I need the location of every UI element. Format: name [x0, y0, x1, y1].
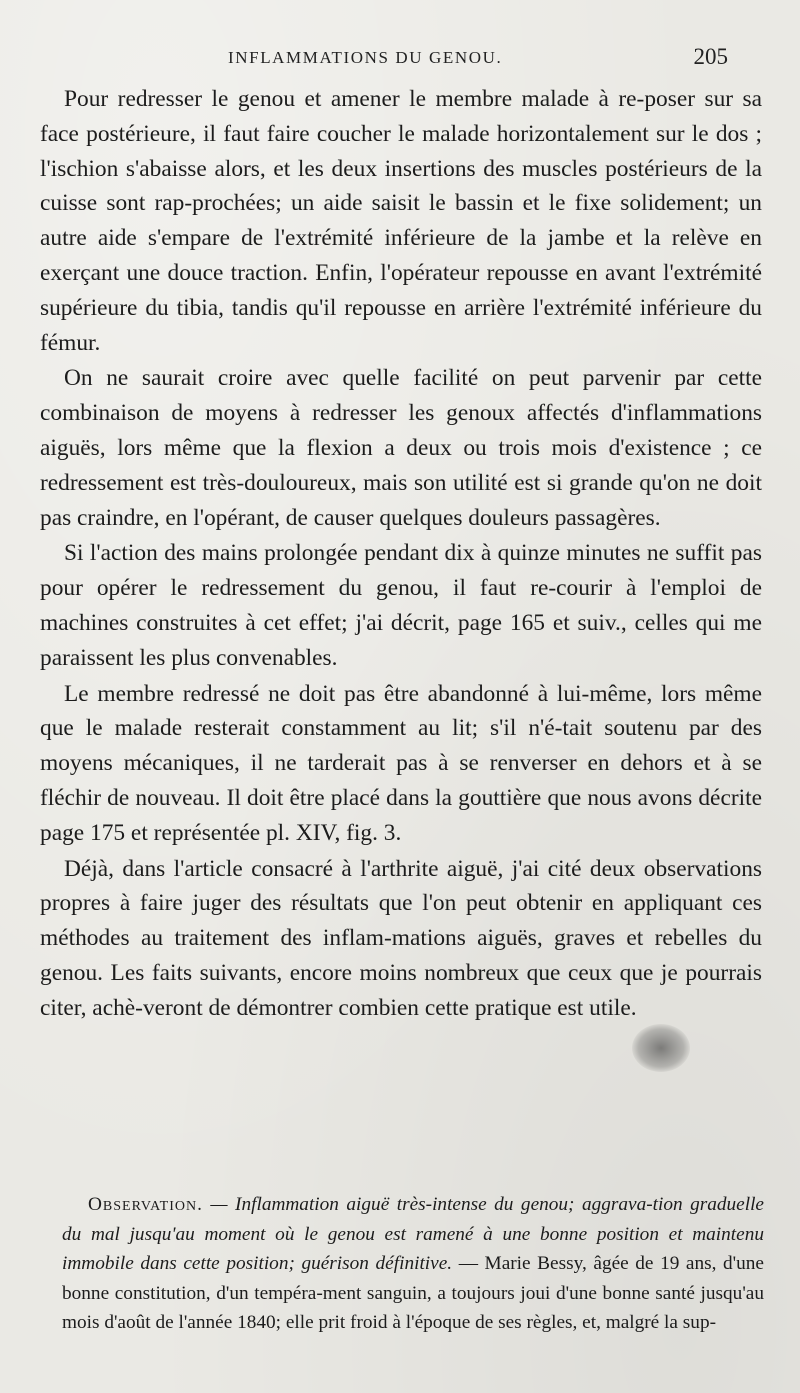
- paragraph: Déjà, dans l'article consacré à l'arthrite aiguë, j'ai cité deux observations propres à faire juger des résultats que l'on peut obtenir en appliquant ces méthodes au traitement des inflam-mations aiguës, graves et rebelles du genou. Les faits suivants, encore moins nombreux que ceux que je pourrais citer, achè-veront de démontrer combien cette pratique est utile.: [40, 855, 762, 1021]
- page-number: 205: [693, 44, 728, 69]
- body-text: [40, 82, 762, 1026]
- observation-label: Observation.: [88, 1194, 203, 1215]
- observation-block: [62, 1190, 764, 1338]
- paragraph: On ne saurait croire avec quelle facilité on peut parvenir par cette combinaison de moyens à redresser les genoux affectés d'inflammations aiguës, lors même que la flexion a deux ou trois mois d'existence ; ce redressement est très-douloureux, mais son utilité est si grande qu'on ne doit pas craindre, en l'opérant, de causer quelques douleurs passagères.: [40, 365, 762, 531]
- paragraph: Le membre redressé ne doit pas être abandonné à lui-même, lors même que le malade resterait constamment au lit; s'il n'é-tait soutenu par des moyens mécaniques, il ne tarderait pas à se renverser en dehors et à se fléchir de nouveau. Il doit être placé dans la gouttière que nous avons décrite page 175 et représentée pl. XIV, fig. 3.: [40, 680, 762, 846]
- page-header: [0, 44, 800, 74]
- observation-text: — Marie Bessy, âgée de 19 ans, d'une bonne constitution, d'un tempéra-ment sanguin, a toujours joui d'une bonne santé jusqu'au mois d'août de l'année 1840; elle prit froid à l'époque de ses règles, et, malgré la sup-: [62, 1253, 764, 1334]
- observation-paragraph: [62, 1190, 764, 1338]
- ink-stain: [632, 1024, 690, 1072]
- running-head: INFLAMMATIONS DU GENOU.: [228, 48, 503, 67]
- observation-title: — Inflammation aiguë très-intense du genou; aggrava-tion graduelle du mal jusqu'au moment où le genou est ramené à une bonne position et maintenu immobile dans cette position; guérison définitive.: [62, 1194, 764, 1275]
- paragraph: Pour redresser le genou et amener le membre malade à re-poser sur sa face postérieure, il faut faire coucher le malade horizontalement sur le dos ; l'ischion s'abaisse alors, et les deux insertions des muscles postérieurs de la cuisse sont rap-prochées; un aide saisit le bassin et le fixe solidement; un autre aide s'empare de l'extrémité inférieure de la jambe et la relève en exerçant une douce traction. Enfin, l'opérateur repousse en avant l'extrémité supérieure du tibia, tandis qu'il repousse en arrière l'extrémité inférieure du fémur.: [40, 86, 762, 356]
- paragraph: Si l'action des mains prolongée pendant dix à quinze minutes ne suffit pas pour opérer le redressement du genou, il faut re-courir à l'emploi de machines construites à cet effet; j'ai décrit, page 165 et suiv., celles qui me paraissent les plus convenables.: [40, 540, 762, 671]
